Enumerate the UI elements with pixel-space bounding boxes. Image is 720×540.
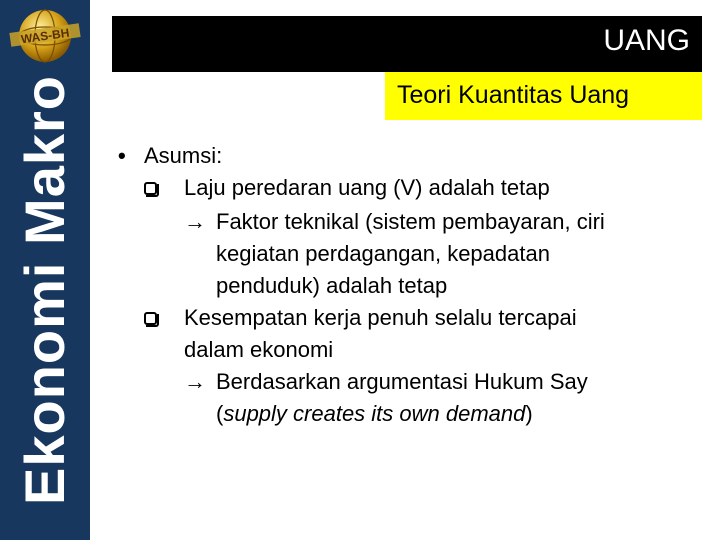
sub-item-line-3: penduduk) adalah tetap	[216, 273, 448, 298]
sub-item-line-1: Faktor teknikal (sistem pembayaran, ciri	[216, 209, 605, 234]
list-item-text: Laju peredaran uang (V) adalah tetap	[184, 175, 550, 200]
checkbox-bullet-icon	[144, 312, 157, 325]
sub-item	[118, 366, 698, 430]
sub-item-line-2: kegiatan perdagangan, kepadatan	[216, 241, 550, 266]
arrow-right-icon: →	[184, 369, 206, 394]
bullet-colon: :	[216, 143, 223, 168]
list-item-line-2: dalam ekonomi	[184, 337, 334, 362]
arrow-right-icon: →	[184, 209, 206, 234]
bullet-text	[144, 142, 222, 170]
bullet-dot-icon: •	[118, 143, 126, 168]
vertical-title: Ekonomi Makro	[13, 75, 76, 505]
bullet-label: Asumsi	[144, 143, 217, 168]
subtitle-box	[385, 72, 702, 120]
logo-text: WAS-BH	[20, 25, 71, 47]
header-bar	[112, 16, 702, 72]
checkbox-bullet-icon	[144, 182, 157, 195]
logo-globe-icon	[8, 6, 82, 66]
list-item	[118, 174, 698, 206]
sidebar	[0, 0, 90, 540]
page-subtitle: Teori Kuantitas Uang	[397, 81, 630, 109]
bullet-item	[118, 142, 698, 174]
italic-phrase: supply creates its own demand	[223, 401, 526, 426]
list-item-line-1: Kesempatan kerja penuh selalu tercapai	[184, 305, 577, 330]
sub-item-line-2	[216, 400, 533, 428]
slide-content	[118, 142, 698, 430]
paren-close: )	[525, 401, 533, 426]
sub-item-line-1: Berdasarkan argumentasi Hukum Say	[216, 369, 588, 394]
list-item	[118, 302, 698, 366]
sub-item	[118, 206, 698, 302]
paren-open: (	[216, 401, 224, 426]
page-title: UANG	[603, 24, 690, 57]
